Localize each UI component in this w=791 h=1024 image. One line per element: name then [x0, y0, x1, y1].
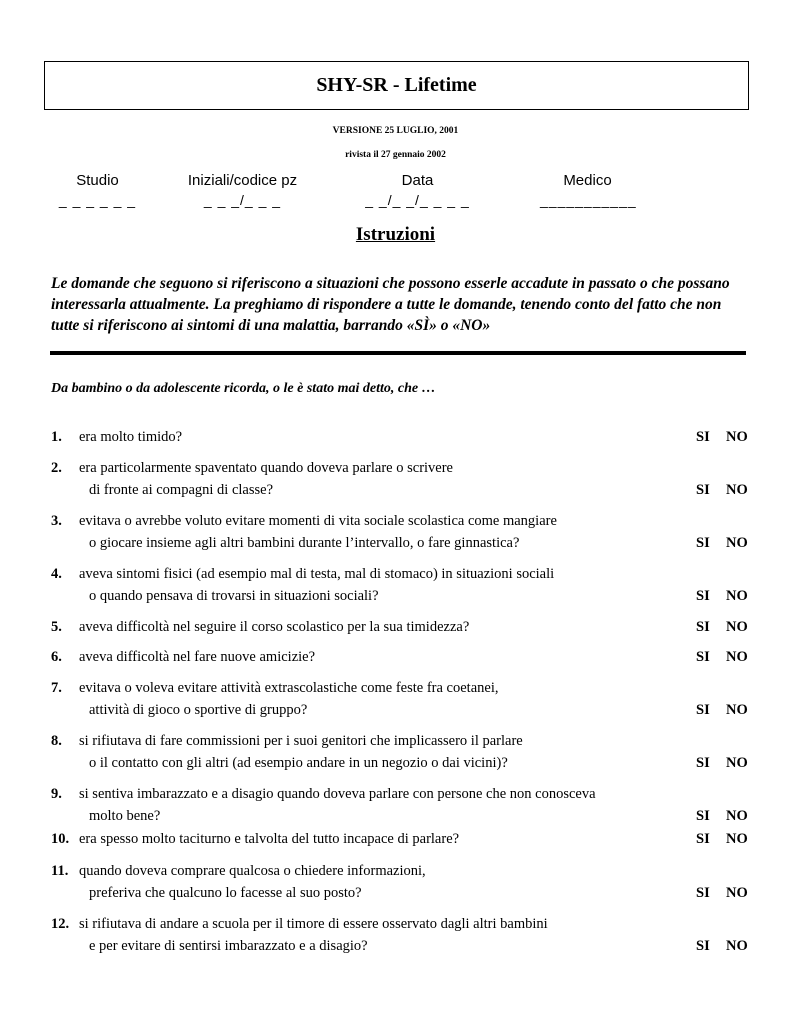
question-text	[79, 563, 679, 607]
version-line: VERSIONE 25 LUGLIO, 2001	[332, 126, 459, 136]
form-title: SHY-SR - Lifetime	[44, 61, 749, 110]
field-blank[interactable]: _ _ _/_ _ _	[203, 192, 282, 208]
field-blank[interactable]: _ _/_ _/_ _ _ _	[365, 192, 470, 208]
question-text	[79, 860, 679, 904]
question-line: o quando pensava di trovarsi in situazioni sociali?	[89, 588, 379, 604]
question-number: 10.	[51, 831, 70, 847]
question-row	[51, 457, 751, 501]
question-number: 12.	[51, 916, 70, 932]
answer-no[interactable]: NO	[726, 649, 748, 665]
answer-yes[interactable]: SI	[696, 831, 710, 847]
question-line: si rifiutava di fare commissioni per i suoi genitori che implicassero il parlare	[79, 733, 523, 749]
question-line: si sentiva imbarazzato e a disagio quando doveva parlare con persone che non conosceva	[79, 786, 596, 802]
question-line: evitava o voleva evitare attività extrascolastiche come feste fra coetanei,	[79, 680, 499, 696]
field-blank[interactable]: _ _ _ _ _ _	[58, 192, 137, 208]
field-label: Iniziali/codice pz	[187, 172, 298, 189]
field-date[interactable]	[355, 172, 480, 208]
question-text	[79, 646, 679, 668]
answer-yes[interactable]: SI	[696, 482, 710, 498]
field-initials[interactable]	[180, 172, 305, 208]
answer-no[interactable]: NO	[726, 588, 748, 604]
field-label: Medico	[563, 172, 612, 189]
question-number: 11.	[51, 863, 69, 879]
revision-line: rivista il 27 gennaio 2002	[345, 150, 446, 160]
answer-options	[696, 532, 751, 554]
question-number: 3.	[51, 513, 62, 529]
section-divider	[50, 351, 746, 355]
field-label: Studio	[76, 172, 119, 189]
question-number: 1.	[51, 429, 62, 445]
question-row	[51, 563, 751, 607]
question-text	[79, 426, 679, 448]
answer-no[interactable]: NO	[726, 885, 748, 901]
question-line: era spesso molto taciturno e talvolta del tutto incapace di parlare?	[79, 831, 460, 847]
question-row	[51, 828, 751, 850]
question-text	[79, 677, 679, 721]
answer-yes[interactable]: SI	[696, 535, 710, 551]
answer-no[interactable]: NO	[726, 702, 748, 718]
field-blank[interactable]: ___________	[540, 192, 637, 208]
question-number: 4.	[51, 566, 62, 582]
answer-options	[696, 752, 751, 774]
question-number: 7.	[51, 680, 62, 696]
question-row	[51, 913, 751, 957]
answer-no[interactable]: NO	[726, 429, 748, 445]
question-row	[51, 616, 751, 638]
answer-no[interactable]: NO	[726, 938, 748, 954]
answer-options	[696, 585, 751, 607]
question-text	[79, 828, 679, 850]
question-text	[79, 913, 679, 957]
question-number: 5.	[51, 619, 62, 635]
question-row	[51, 510, 751, 554]
question-line: preferiva che qualcuno lo facesse al suo posto?	[89, 885, 362, 901]
field-studio[interactable]	[55, 172, 140, 208]
answer-no[interactable]: NO	[726, 831, 748, 847]
answer-options	[696, 882, 751, 904]
question-line: aveva difficoltà nel seguire il corso scolastico per la sua timidezza?	[79, 619, 470, 635]
answer-options	[696, 646, 751, 668]
answer-yes[interactable]: SI	[696, 649, 710, 665]
question-line: era molto timido?	[79, 429, 183, 445]
answer-yes[interactable]: SI	[696, 619, 710, 635]
answer-options	[696, 699, 751, 721]
question-number: 2.	[51, 460, 62, 476]
question-number: 8.	[51, 733, 62, 749]
answer-no[interactable]: NO	[726, 755, 748, 771]
answer-options	[696, 828, 751, 850]
field-label: Data	[401, 172, 434, 189]
question-line: era particolarmente spaventato quando doveva parlare o scrivere	[79, 460, 453, 476]
question-line: quando doveva comprare qualcosa o chiedere informazioni,	[79, 863, 426, 879]
answer-options	[696, 426, 751, 448]
answer-yes[interactable]: SI	[696, 808, 710, 824]
question-line: o il contatto con gli altri (ad esempio andare in un negozio o dai vicini)?	[89, 755, 508, 771]
question-line: e per evitare di sentirsi imbarazzato e a disagio?	[89, 938, 368, 954]
answer-yes[interactable]: SI	[696, 885, 710, 901]
answer-no[interactable]: NO	[726, 808, 748, 824]
answer-no[interactable]: NO	[726, 482, 748, 498]
questions-intro: Da bambino o da adolescente ricorda, o le è stato mai detto, che …	[51, 381, 436, 396]
question-line: aveva difficoltà nel fare nuove amicizie?	[79, 649, 316, 665]
question-text	[79, 730, 679, 774]
instructions-text: Le domande che seguono si riferiscono a situazioni che possono esserle accadute in passato o che possano interessarla attualmente. La preghiamo di rispondere a tutte le domande, tenendo conto del fatto che non tutte si riferiscono ai sintomi di una malattia, barrando «SÌ» o «NO»	[51, 275, 730, 334]
question-row	[51, 426, 751, 448]
question-row	[51, 783, 751, 827]
question-text	[79, 510, 679, 554]
answer-no[interactable]: NO	[726, 619, 748, 635]
answer-yes[interactable]: SI	[696, 702, 710, 718]
question-text	[79, 457, 679, 501]
question-row	[51, 646, 751, 668]
answer-yes[interactable]: SI	[696, 429, 710, 445]
answer-no[interactable]: NO	[726, 535, 748, 551]
answer-options	[696, 935, 751, 957]
question-line: evitava o avrebbe voluto evitare momenti di vita sociale scolastica come mangiare	[79, 513, 557, 529]
question-number: 9.	[51, 786, 62, 802]
question-line: o giocare insieme agli altri bambini durante l’intervallo, o fare ginnastica?	[89, 535, 520, 551]
answer-options	[696, 805, 751, 827]
answer-options	[696, 479, 751, 501]
question-row	[51, 730, 751, 774]
instructions-heading: Istruzioni	[355, 224, 436, 245]
answer-yes[interactable]: SI	[696, 755, 710, 771]
question-row	[51, 677, 751, 721]
question-number: 6.	[51, 649, 62, 665]
question-line: aveva sintomi fisici (ad esempio mal di testa, mal di stomaco) in situazioni sociali	[79, 566, 555, 582]
answer-options	[696, 616, 751, 638]
question-text	[79, 616, 679, 638]
answer-yes[interactable]: SI	[696, 938, 710, 954]
field-doctor[interactable]	[540, 172, 635, 208]
answer-yes[interactable]: SI	[696, 588, 710, 604]
question-text	[79, 783, 679, 827]
question-line: attività di gioco o sportive di gruppo?	[89, 702, 308, 718]
question-line: molto bene?	[89, 808, 161, 824]
question-row	[51, 860, 751, 904]
question-line: si rifiutava di andare a scuola per il timore di essere osservato dagli altri bambini	[79, 916, 548, 932]
question-line: di fronte ai compagni di classe?	[89, 482, 274, 498]
